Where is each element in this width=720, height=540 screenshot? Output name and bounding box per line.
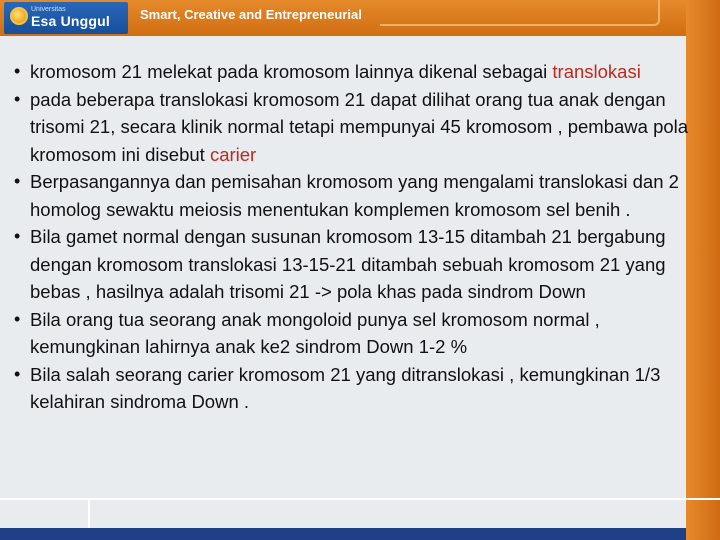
item-text: Berpasangannya dan pemisahan kromosom yang mengalami translokasi dan 2 homolog sewaktu meiosis menentukan komplemen kromosom sel benih .	[30, 171, 679, 220]
item-text: Bila gamet normal dengan susunan kromosom 13-15 ditambah 21 bergabung dengan kromosom translokasi 13-15-21 ditambah sebuah kromosom 21 yang bebas , hasilnya adalah trisomi 21 -> pola khas pada sindrom Down	[30, 226, 666, 302]
header-bar	[0, 0, 720, 36]
list-item	[8, 361, 708, 416]
logo-name: Esa Unggul	[31, 13, 111, 29]
logo-small-text: Universitas	[31, 6, 66, 13]
bullet-icon: •	[14, 308, 21, 329]
list-item	[8, 58, 708, 86]
footer-line	[0, 498, 720, 500]
item-text: Bila orang tua seorang anak mongoloid punya sel kromosom normal , kemungkinan lahirnya anak ke2 sindrom Down 1-2 %	[30, 308, 600, 357]
bullet-icon: •	[14, 61, 21, 81]
item-text: pada beberapa translokasi kromosom 21 dapat dilihat orang tua anak dengan trisomi 21, secara klinik normal tetapi mempunyai 45 kromosom , pembawa pola kromosom ini disebut	[30, 88, 689, 165]
logo-emblem-icon	[10, 7, 28, 25]
item-highlight: translokasi	[552, 61, 641, 82]
logo	[4, 2, 128, 34]
bullet-icon: •	[14, 171, 21, 191]
list-item	[8, 86, 708, 169]
bullet-icon: •	[14, 226, 21, 246]
bullet-icon: •	[14, 363, 21, 384]
tagline: Smart, Creative and Entrepreneurial	[140, 7, 362, 22]
bullet-list	[8, 58, 708, 416]
item-text: kromosom 21 melekat pada kromosom lainnya dikenal sebagai	[30, 61, 553, 82]
item-text: Bila salah seorang carier kromosom 21 yang ditranslokasi , kemungkinan 1/3 kelahiran sindroma Down .	[30, 363, 661, 412]
item-highlight: carier	[209, 143, 257, 165]
footer-band	[0, 528, 686, 540]
bullet-icon: •	[14, 88, 21, 109]
header-frame-decoration	[380, 0, 660, 26]
slide-content	[8, 58, 708, 416]
list-item	[8, 306, 708, 361]
list-item	[8, 223, 708, 306]
list-item	[8, 168, 708, 223]
